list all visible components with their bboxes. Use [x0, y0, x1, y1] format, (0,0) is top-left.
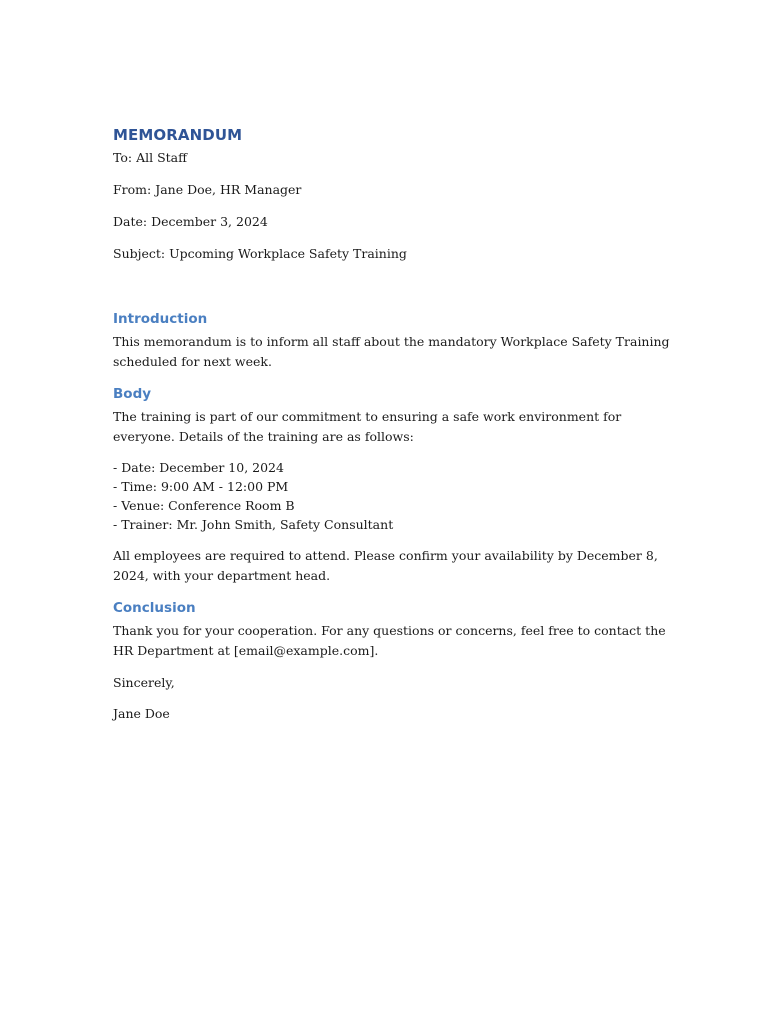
memo-document	[113, 125, 673, 722]
training-details-list	[113, 458, 673, 534]
body-intro-paragraph: The training is part of our commitment to ensuring a safe work environment for everyone. Details of the training are as follows:	[113, 409, 622, 444]
conclusion-paragraph: Thank you for your cooperation. For any questions or concerns, feel free to contact the HR Department at [email@example.com].	[113, 623, 666, 658]
conclusion-heading: Conclusion	[113, 600, 196, 616]
memo-date-line: Date: December 3, 2024	[113, 214, 268, 229]
training-detail-trainer: - Trainer: Mr. John Smith, Safety Consultant	[113, 517, 394, 532]
memo-title: MEMORANDUM	[113, 126, 243, 144]
training-detail-time: - Time: 9:00 AM - 12:00 PM	[113, 479, 289, 494]
body-closing-paragraph: All employees are required to attend. Please confirm your availability by December 8, 2024, with your department head.	[113, 548, 658, 583]
training-detail-venue: - Venue: Conference Room B	[113, 498, 295, 513]
memo-subject-line: Subject: Upcoming Workplace Safety Training	[113, 246, 407, 261]
signoff: Sincerely,	[113, 675, 175, 690]
memo-from-line: From: Jane Doe, HR Manager	[113, 182, 302, 197]
introduction-paragraph: This memorandum is to inform all staff about the mandatory Workplace Safety Training scheduled for next week.	[113, 334, 670, 369]
signature-name: Jane Doe	[113, 706, 170, 721]
training-detail-date: - Date: December 10, 2024	[113, 460, 284, 475]
body-heading: Body	[113, 386, 152, 402]
memo-to-line: To: All Staff	[113, 150, 187, 165]
introduction-heading: Introduction	[113, 311, 208, 327]
